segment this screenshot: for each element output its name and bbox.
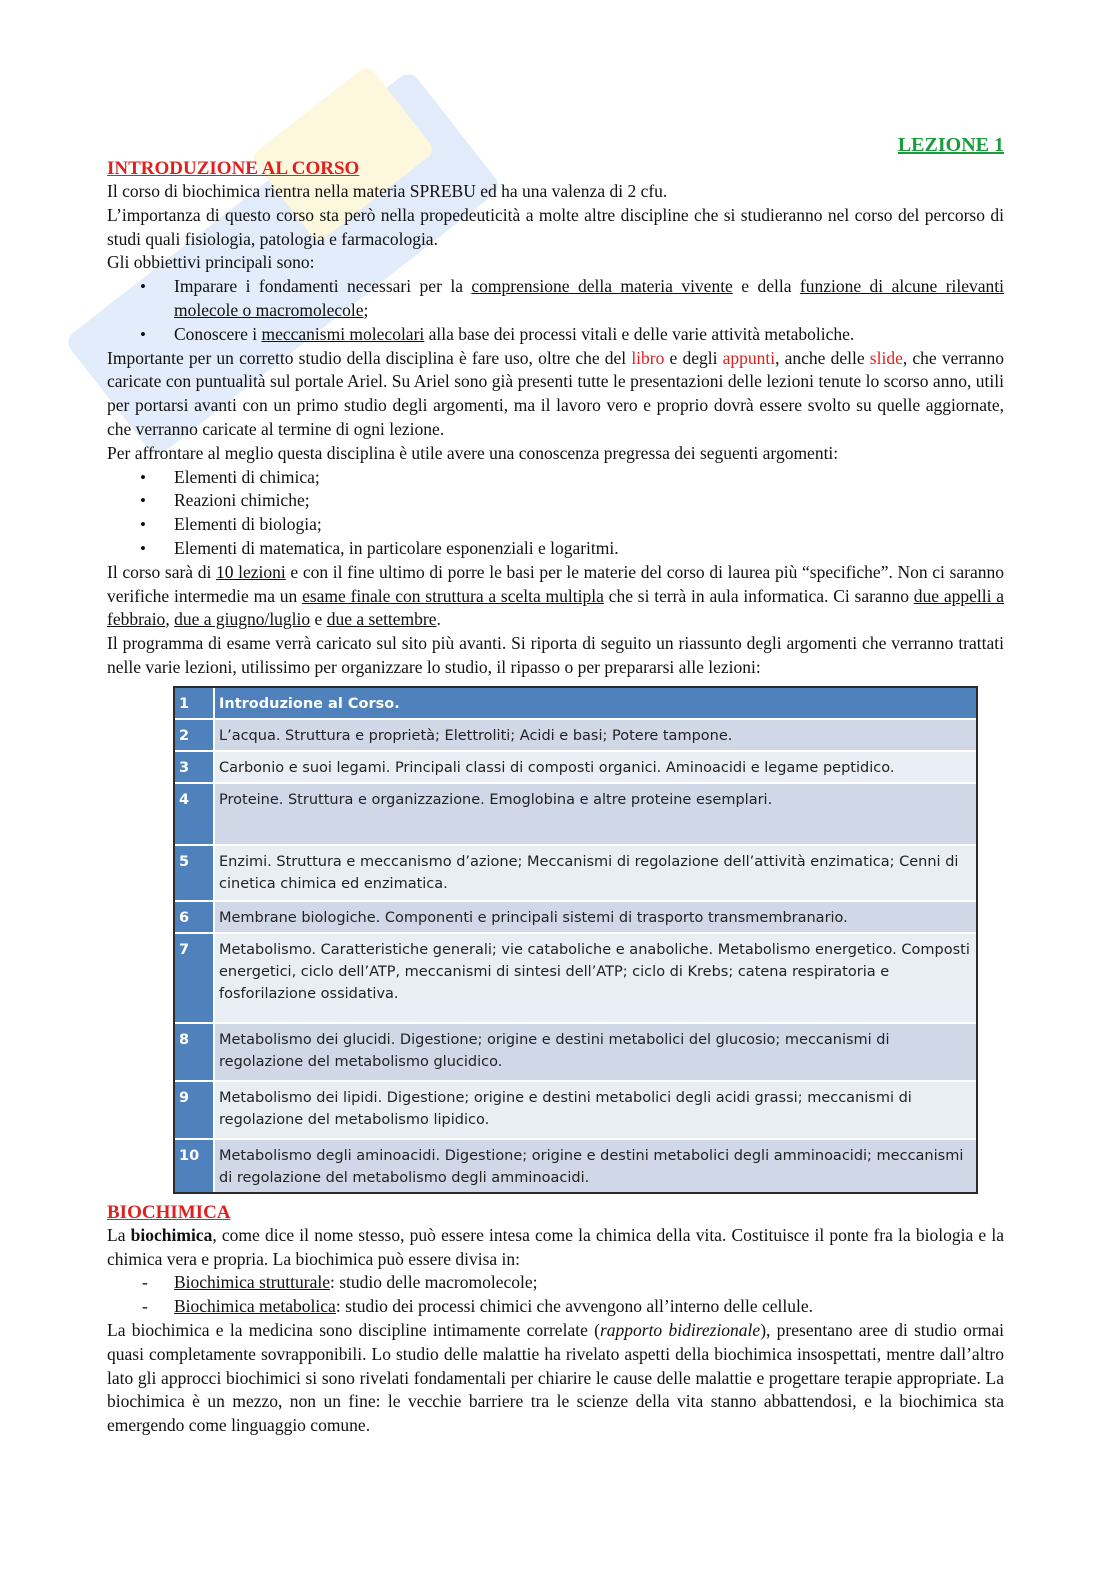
list-item: • Elementi di chimica; bbox=[107, 466, 1004, 490]
table-row: 5 Enzimi. Struttura e meccanismo d’azione; Meccanismi di regolazione dell’attività enzimatica; Cenni di cinetica chimica ed enzimatica. bbox=[175, 845, 976, 901]
list-item: • Conoscere i meccanismi molecolari alla base dei processi vitali e delle varie attività metaboliche. bbox=[107, 323, 1004, 347]
paragraph: Il programma di esame verrà caricato sul sito più avanti. Si riporta di seguito un riassunto degli argomenti che verranno trattati nelle varie lezioni, utilissimo per organizzare lo studio, il ripasso o per prepararsi alle lezioni: bbox=[107, 633, 1004, 677]
section-title-intro: INTRODUZIONE AL CORSO bbox=[107, 158, 360, 179]
table-row: 6 Membrane biologiche. Componenti e principali sistemi di trasporto transmembranario. bbox=[175, 901, 976, 933]
paragraph: Importante per un corretto studio della disciplina è fare uso, oltre che del libro e degli appunti, anche delle slide, che verranno caricate con puntualità sul portale Ariel. Su Ariel sono già presenti tutte le presentazioni delle lezioni tenute lo scorso anno, utili per portarsi avanti con un primo studio degli argomenti, ma il lavoro vero e proprio dovrà essere svolto su quelle aggiornate, che verranno caricate al termine di ogni lezione. bbox=[107, 347, 1005, 439]
paragraph: La biochimica e la medicina sono discipline intimamente correlate (rapporto bidirezionale), presentano aree di studio ormai quasi completamente sovrapponibili. Lo studio delle malattie ha rivelato aspetti della biochimica insospettati, mentre dall’altro lato gli approcci biochimici si sono rivelati fondamentali per chiarire le cause delle malattie e progettare terapie appropriate. La biochimica è un mezzo, non un fine: le vecchie barriere tra le scienze della vita stanno abbattendosi, e la biochimica sta emergendo come linguaggio comune. bbox=[107, 1319, 1004, 1436]
table-row: 3 Carbonio e suoi legami. Principali classi di composti organici. Aminoacidi e legame peptidico. bbox=[175, 751, 976, 783]
list-item: • Elementi di biologia; bbox=[107, 513, 1004, 537]
paragraph: Per affrontare al meglio questa disciplina è utile avere una conoscenza pregressa dei seguenti argomenti: bbox=[107, 442, 839, 463]
list-item: • Reazioni chimiche; bbox=[107, 489, 1004, 513]
table-row: 10 Metabolismo degli aminoacidi. Digestione; origine e destini metabolici degli amminoacidi; meccanismi di regolazione del metabolismo degli amminoacidi. bbox=[175, 1139, 976, 1192]
document-page bbox=[107, 130, 1004, 1438]
table-row: 1 Introduzione al Corso. bbox=[175, 688, 976, 719]
paragraph: La biochimica, come dice il nome stesso, può essere intesa come la chimica della vita. Costituisce il ponte fra la biologia e la chimica vera e propria. La biochimica può essere divisa in: bbox=[107, 1224, 1004, 1269]
table-row: 9 Metabolismo dei lipidi. Digestione; origine e destini metabolici degli acidi grassi; meccanismi di regolazione del metabolismo lipidico. bbox=[175, 1081, 976, 1139]
paragraph: Gli obbiettivi principali sono: bbox=[107, 252, 315, 273]
objectives-list bbox=[107, 275, 1004, 346]
lesson-label: LEZIONE 1 bbox=[897, 134, 1004, 156]
list-item: - Biochimica metabolica: studio dei processi chimici che avvengono all’interno delle cellule. bbox=[107, 1295, 1004, 1319]
table-row: 8 Metabolismo dei glucidi. Digestione; origine e destini metabolici del glucosio; meccanismi di regolazione del metabolismo glucidico. bbox=[175, 1023, 976, 1081]
table-row: 2 L’acqua. Struttura e proprietà; Elettroliti; Acidi e basi; Potere tampone. bbox=[175, 719, 976, 751]
table-row: 4 Proteine. Struttura e organizzazione. Emoglobina e altre proteine esemplari. bbox=[175, 783, 976, 845]
paragraph: Il corso sarà di 10 lezioni e con il fine ultimo di porre le basi per le materie del corso di laurea più “specifiche”. Non ci saranno verifiche intermedie ma un esame finale con struttura a scelta multipla che si terrà in aula informatica. Ci saranno due appelli a febbraio, due a giugno/luglio e due a settembre. bbox=[107, 561, 1005, 630]
list-item: - Biochimica strutturale: studio delle macromolecole; bbox=[107, 1271, 1004, 1295]
branches-list bbox=[107, 1271, 1004, 1319]
paragraph: L’importanza di questo corso sta però nella propedeuticità a molte altre discipline che si studieranno nel corso del percorso di studi quali fisiologia, patologia e farmacologia. bbox=[107, 204, 1004, 249]
syllabus-table bbox=[173, 686, 978, 1194]
section-title-biochimica: BIOCHIMICA bbox=[107, 1201, 231, 1223]
table-row: 7 Metabolismo. Caratteristiche generali; vie cataboliche e anaboliche. Metabolismo energetico. Composti energetici, ciclo dell’ATP, meccanismi di sintesi dell’ATP; ciclo di Krebs; catena respiratoria e fosforilazione ossidativa. bbox=[175, 933, 976, 1023]
list-item: • Elementi di matematica, in particolare esponenziali e logaritmi. bbox=[107, 537, 1004, 561]
list-item: • Imparare i fondamenti necessari per la comprensione della materia vivente e della funzione di alcune rilevanti molecole o macromolecole; bbox=[107, 275, 1004, 323]
paragraph: Il corso di biochimica rientra nella materia SPREBU ed ha una valenza di 2 cfu. bbox=[107, 181, 668, 201]
prerequisites-list bbox=[107, 466, 1004, 561]
